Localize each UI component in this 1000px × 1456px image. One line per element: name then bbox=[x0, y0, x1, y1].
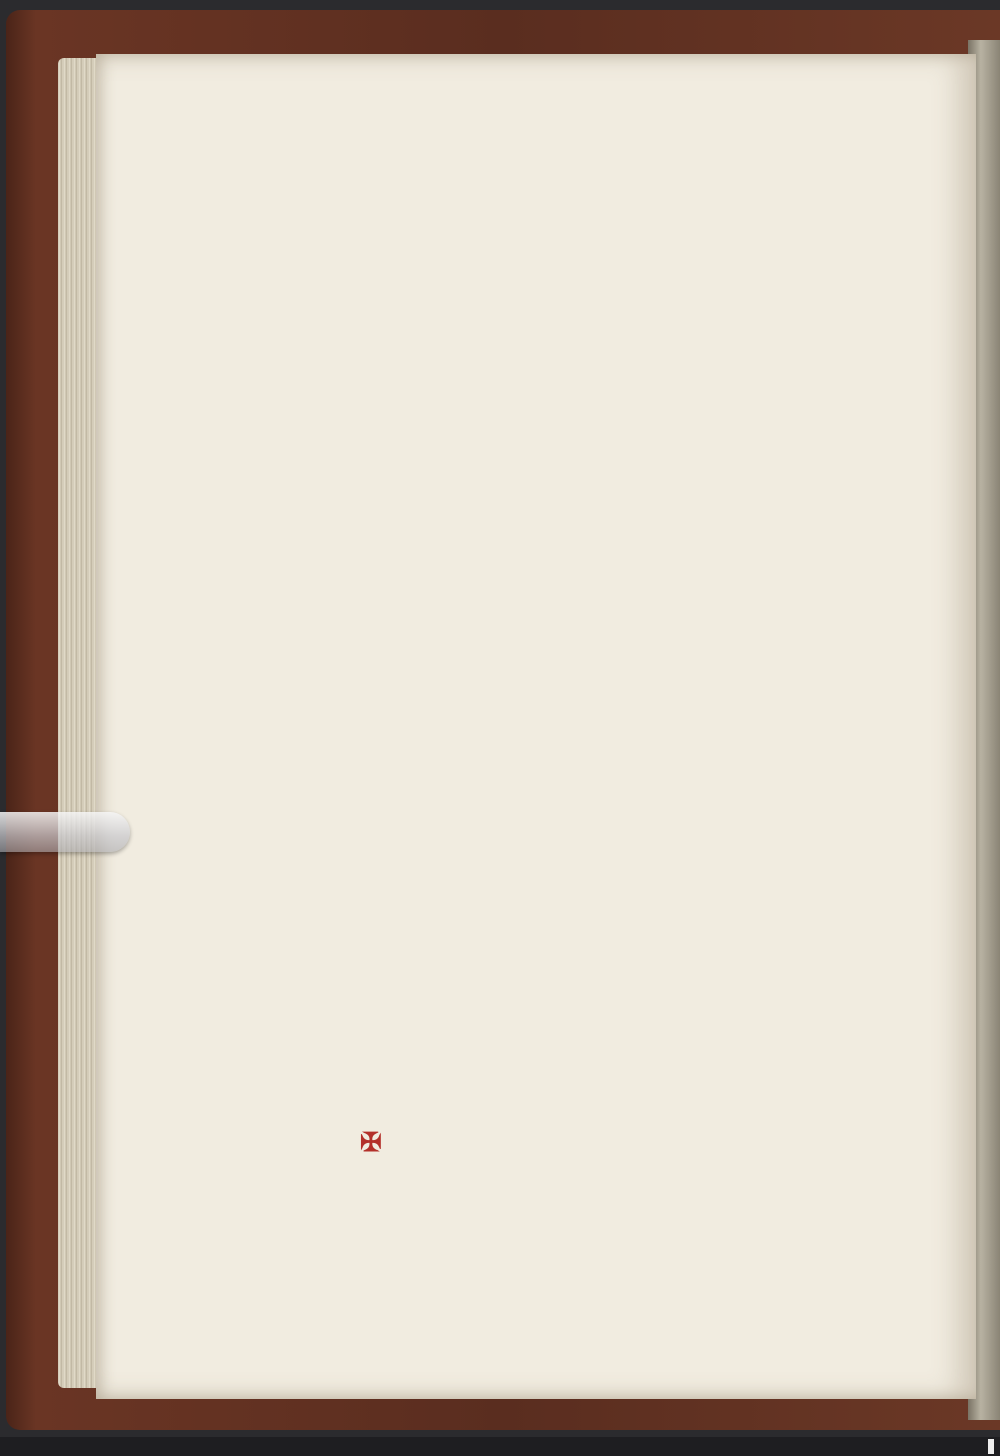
footer-bar bbox=[0, 1437, 1000, 1456]
red-cross-icon: ✠ bbox=[360, 1128, 382, 1158]
faint-mark bbox=[255, 125, 299, 147]
page-clip bbox=[0, 812, 130, 852]
book-page bbox=[96, 54, 976, 1399]
dfg-logo bbox=[988, 1439, 994, 1454]
page-header bbox=[490, 120, 660, 156]
